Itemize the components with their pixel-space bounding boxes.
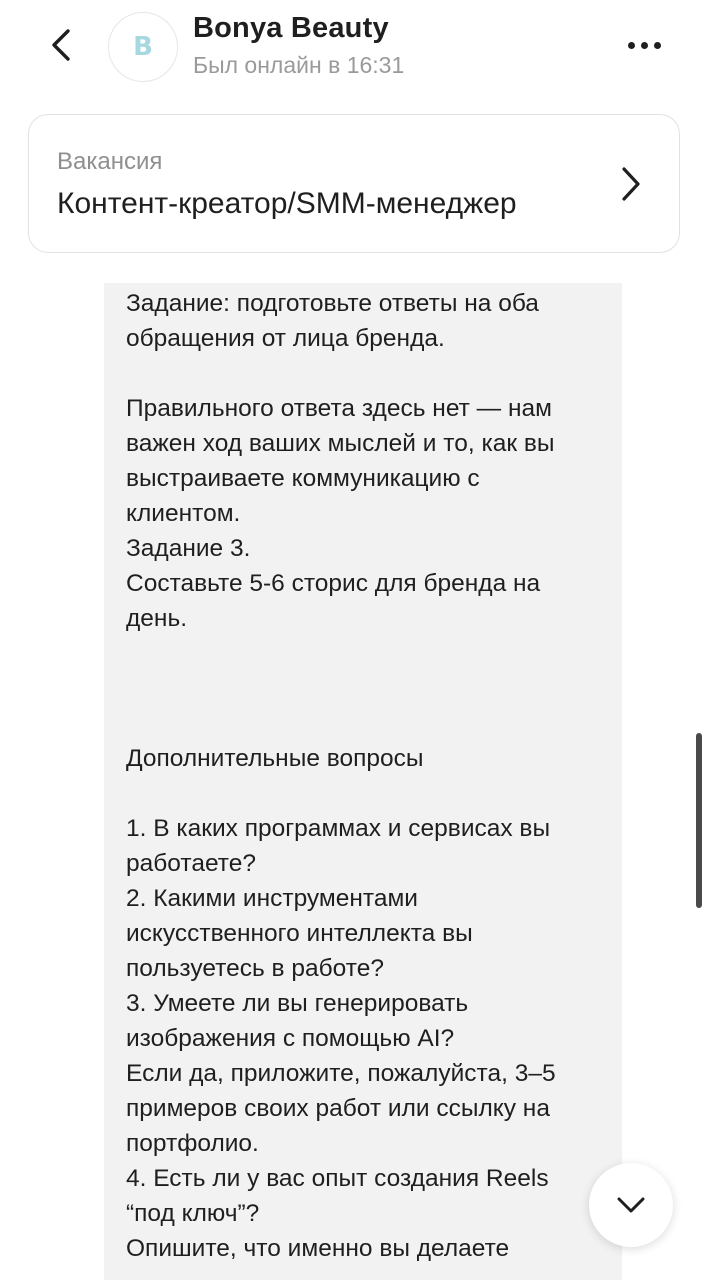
chat-status: Был онлайн в 16:31 — [193, 52, 405, 78]
message-line: пользуетесь в работе? — [126, 955, 384, 982]
message-line: портфолио. — [126, 1130, 259, 1157]
message-line: выстраиваете коммуникацию с — [126, 465, 480, 492]
message-line: Правильного ответа здесь нет — нам — [126, 395, 552, 422]
vacancy-card[interactable] — [28, 114, 680, 253]
message-line: примеров своих работ или ссылку на — [126, 1095, 550, 1122]
message-line: день. — [126, 605, 188, 632]
vacancy-label: Вакансия — [57, 148, 163, 175]
message-line: Задание 3. — [126, 535, 251, 562]
message-line — [126, 636, 616, 671]
message-line: искусственного интеллекта вы — [126, 920, 473, 947]
scroll-to-bottom-button[interactable] — [589, 1163, 673, 1247]
message-line: 4. Есть ли у вас опыт создания Reels — [126, 1165, 549, 1192]
chat-header — [0, 0, 707, 100]
message-line: важен ход ваших мыслей и то, как вы — [126, 430, 555, 457]
message-line: 1. В каких программах и сервисах вы — [126, 815, 551, 842]
message-text — [126, 286, 616, 1266]
message-line — [126, 706, 616, 741]
vacancy-title: Контент-креатор/SMM-менеджер — [57, 187, 517, 220]
more-options-button[interactable] — [618, 28, 670, 62]
more-horizontal-icon — [628, 42, 635, 49]
chevron-left-icon — [50, 28, 72, 62]
scrollbar-thumb[interactable] — [696, 733, 702, 908]
more-dot — [641, 42, 648, 49]
message-line: Если да, приложите, пожалуйста, 3–5 — [126, 1060, 556, 1087]
message-line: Опишите, что именно вы делаете — [126, 1235, 510, 1262]
message-line: клиентом. — [126, 500, 241, 527]
message-line: 2. Какими инструментами — [126, 885, 418, 912]
message-line — [126, 776, 616, 811]
message-line: изображения с помощью AI? — [126, 1025, 455, 1052]
chevron-right-icon — [619, 165, 643, 203]
back-button[interactable] — [38, 22, 84, 68]
message-line: работаете? — [126, 850, 256, 877]
avatar[interactable] — [108, 12, 178, 82]
message-line: 3. Умеете ли вы генерировать — [126, 990, 469, 1017]
message-line: обращения от лица бренда. — [126, 325, 445, 352]
avatar-letter: B — [133, 32, 153, 62]
message-bubble[interactable] — [104, 283, 622, 1280]
message-line: Задание: подготовьте ответы на оба — [126, 290, 539, 317]
chat-title[interactable]: Bonya Beauty — [193, 12, 389, 44]
message-line: “под ключ”? — [126, 1200, 260, 1227]
message-line: Дополнительные вопросы — [126, 745, 424, 772]
message-line: Составьте 5-6 сторис для бренда на — [126, 570, 541, 597]
chevron-down-icon — [616, 1196, 646, 1214]
more-dot — [654, 42, 661, 49]
message-line — [126, 356, 616, 391]
message-line — [126, 671, 616, 706]
